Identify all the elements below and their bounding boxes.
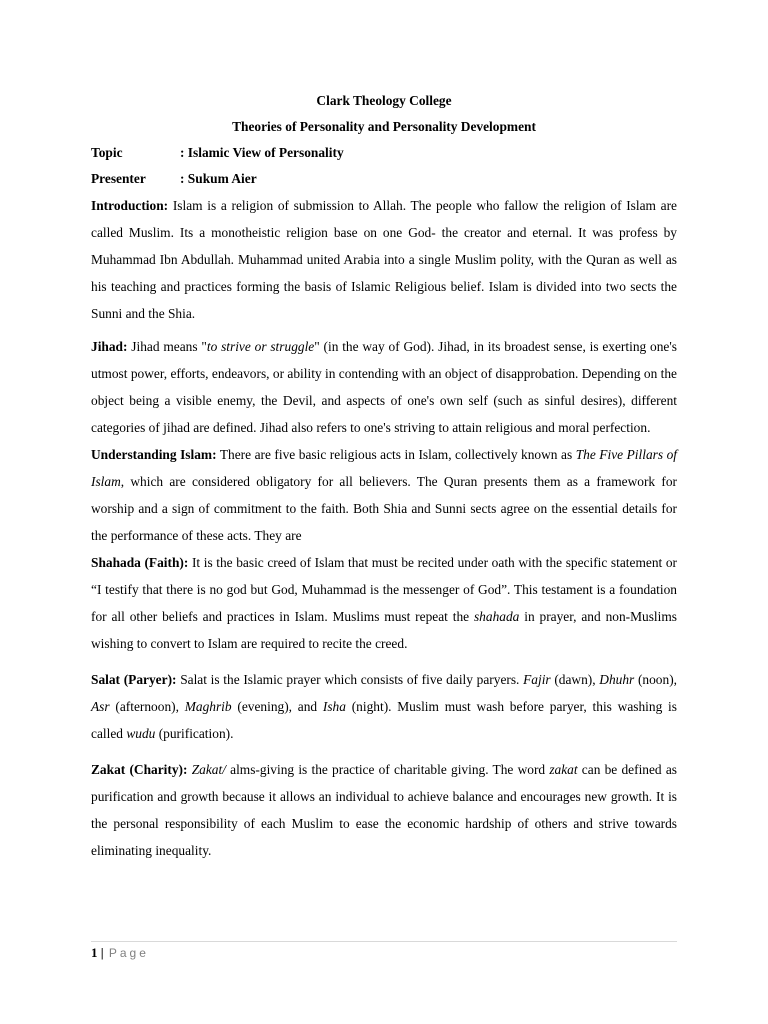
salat-paragraph	[91, 666, 677, 747]
page-number: 1	[91, 945, 98, 960]
introduction-heading: Introduction:	[91, 198, 169, 213]
jihad-paragraph	[91, 333, 677, 441]
presenter-label: Presenter	[91, 171, 146, 186]
course-title: Theories of Personality and Personality Development	[232, 119, 536, 134]
salat-text-part: (purification).	[155, 726, 234, 741]
asr-term: Asr	[91, 699, 110, 714]
topic-label: Topic	[91, 145, 123, 160]
zakat-heading: Zakat (Charity):	[91, 762, 188, 777]
maghrib-term: Maghrib	[184, 699, 232, 714]
introduction-text: Islam is a religion of submission to Allah. The people who fallow the religion of Islam are called Muslim. Its a monotheistic religion base on one God- the creator and eternal. It was profess by Muhammad Ibn Abdullah. Muhammad united Arabia into a single Muslim polity, with the Quran as well as his teaching and practices forming the basis of Islamic Religious belief. Islam is divided into two sects the Sunni and the Shia.	[91, 198, 677, 321]
salat-text-part: Salat is the Islamic prayer which consists of five daily paryers.	[176, 672, 524, 687]
five-pillars-emphasis: The Five Pillars of Islam	[91, 447, 677, 489]
wudu-term: wudu	[126, 726, 156, 741]
shahada-text-part: in prayer, and non-Muslims wishing to convert to Islam are required to recite the creed.	[91, 609, 677, 651]
shahada-emphasis: shahada	[473, 609, 520, 624]
jihad-text-part: " (in the way of God). Jihad, in its broadest sense, is exerting one's utmost power, efforts, endeavors, or ability in contending with an object of disapprobation. Depending on the object being a visible enemy, the Devil, and aspects of one's own self (such as sinful desires), different categories of jihad are defined. Jihad also refers to one's striving to attain religious and moral perfection.	[91, 339, 677, 435]
zakat-text-part: alms-giving is the practice of charitable giving. The word	[225, 762, 550, 777]
zakat-text-part: can be defined as purification and growth because it allows an individual to achieve balance and encourages new growth. It is the personal responsibility of each Muslim to ease the economic hardship of others and strive towards eliminating inequality.	[91, 762, 677, 858]
topic-row	[91, 140, 677, 166]
footer-separator: |	[100, 945, 104, 960]
salat-text-part: (evening), and	[231, 699, 323, 714]
college-title: Clark Theology College	[316, 93, 452, 108]
presenter-row	[91, 166, 677, 192]
zakat-word-emphasis: zakat	[549, 762, 578, 777]
jihad-heading: Jihad:	[91, 339, 128, 354]
topic-value: : Islamic View of Personality	[180, 145, 344, 160]
jihad-emphasis: to strive or struggle	[206, 339, 315, 354]
understanding-islam-heading: Understanding Islam:	[91, 447, 217, 462]
page-footer	[91, 941, 677, 962]
jihad-text-part: Jihad means "	[127, 339, 207, 354]
zakat-paragraph	[91, 756, 677, 864]
salat-heading: Salat (Paryer):	[91, 672, 177, 687]
presenter-value: : Sukum Aier	[180, 171, 257, 186]
understanding-islam-paragraph	[91, 441, 677, 549]
shahada-heading: Shahada (Faith):	[91, 555, 189, 570]
shahada-paragraph	[91, 549, 677, 657]
document-body	[91, 88, 677, 864]
dhuhr-term: Dhuhr	[599, 672, 635, 687]
introduction-paragraph	[91, 192, 677, 327]
salat-text-part: (afternoon),	[109, 699, 185, 714]
understanding-text-part: There are five basic religious acts in Islam, collectively known as	[216, 447, 576, 462]
salat-text-part: (noon),	[634, 672, 678, 687]
salat-text-part: (night). Muslim must wash before paryer, this washing is called	[91, 699, 677, 741]
fajir-term: Fajir	[523, 672, 551, 687]
page-word: Page	[108, 946, 149, 960]
shahada-text-part: It is the basic creed of Islam that must be recited under oath with the specific statement or “I testify that there is no god but God, Muhammad is the messenger of God”. This testament is a foundation for all other beliefs and practices in Islam. Muslims must repeat the	[91, 555, 677, 624]
isha-term: Isha	[322, 699, 346, 714]
salat-text-part: (dawn),	[550, 672, 600, 687]
zakat-term: Zakat/	[191, 762, 226, 777]
understanding-text-part: , which are considered obligatory for all believers. The Quran presents them as a framework for worship and a sign of commitment to the faith. Both Shia and Sunni sects agree on the essential details for the performance of these acts. They are	[91, 474, 677, 543]
